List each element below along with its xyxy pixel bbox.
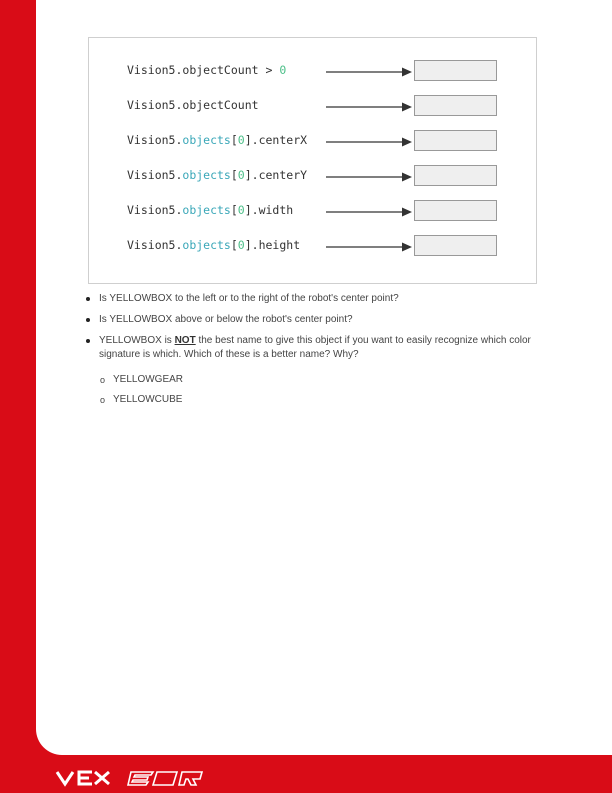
option-text: YELLOWGEAR: [113, 374, 184, 385]
option-item: [86, 373, 556, 387]
arrow-right-icon: [326, 101, 412, 113]
bullet-icon: [86, 297, 90, 301]
code-text: Vision5.objectCount > 0: [127, 63, 287, 77]
question-text: Is YELLOWBOX to the left or to the right of the robot's center point?: [99, 293, 399, 304]
option-item: [86, 393, 556, 407]
vex-edr-logo: [55, 763, 205, 793]
code-row: [89, 130, 538, 154]
code-row: [89, 200, 538, 224]
vision-sensor-figure: [88, 37, 537, 284]
bullet-icon: [86, 339, 90, 343]
answer-box: [414, 165, 497, 186]
answer-box: [414, 200, 497, 221]
question-list: [86, 292, 556, 413]
code-row: [89, 235, 538, 259]
option-text: YELLOWCUBE: [113, 394, 183, 405]
circle-bullet-icon: o: [100, 375, 106, 385]
code-row: [89, 165, 538, 189]
arrow-right-icon: [326, 171, 412, 183]
question-item: [86, 334, 556, 362]
question-text-end: the best name to give this object if you want to easily recognize which color signature is which. Which of these is a better name? Why?: [99, 335, 531, 360]
circle-bullet-icon: o: [100, 395, 106, 405]
arrow-right-icon: [326, 206, 412, 218]
option-list: [86, 373, 556, 407]
code-text: Vision5.objects[0].centerY: [127, 168, 308, 182]
question-item: [86, 313, 556, 327]
answer-box: [414, 95, 497, 116]
code-text: Vision5.objects[0].height: [127, 238, 301, 252]
arrow-right-icon: [326, 66, 412, 78]
code-row: [89, 95, 538, 119]
answer-box: [414, 130, 497, 151]
question-item: [86, 292, 556, 306]
code-text: Vision5.objects[0].width: [127, 203, 294, 217]
question-text-start: YELLOWBOX is: [99, 335, 175, 346]
question-text: Is YELLOWBOX above or below the robot's center point?: [99, 314, 353, 325]
code-text: Vision5.objects[0].centerX: [127, 133, 308, 147]
bullet-icon: [86, 318, 90, 322]
arrow-right-icon: [326, 136, 412, 148]
document-page: [36, 0, 612, 755]
answer-box: [414, 60, 497, 81]
code-row: [89, 60, 538, 84]
emphasis-not: NOT: [174, 335, 196, 346]
answer-box: [414, 235, 497, 256]
arrow-right-icon: [326, 241, 412, 253]
code-text: Vision5.objectCount: [127, 98, 259, 112]
